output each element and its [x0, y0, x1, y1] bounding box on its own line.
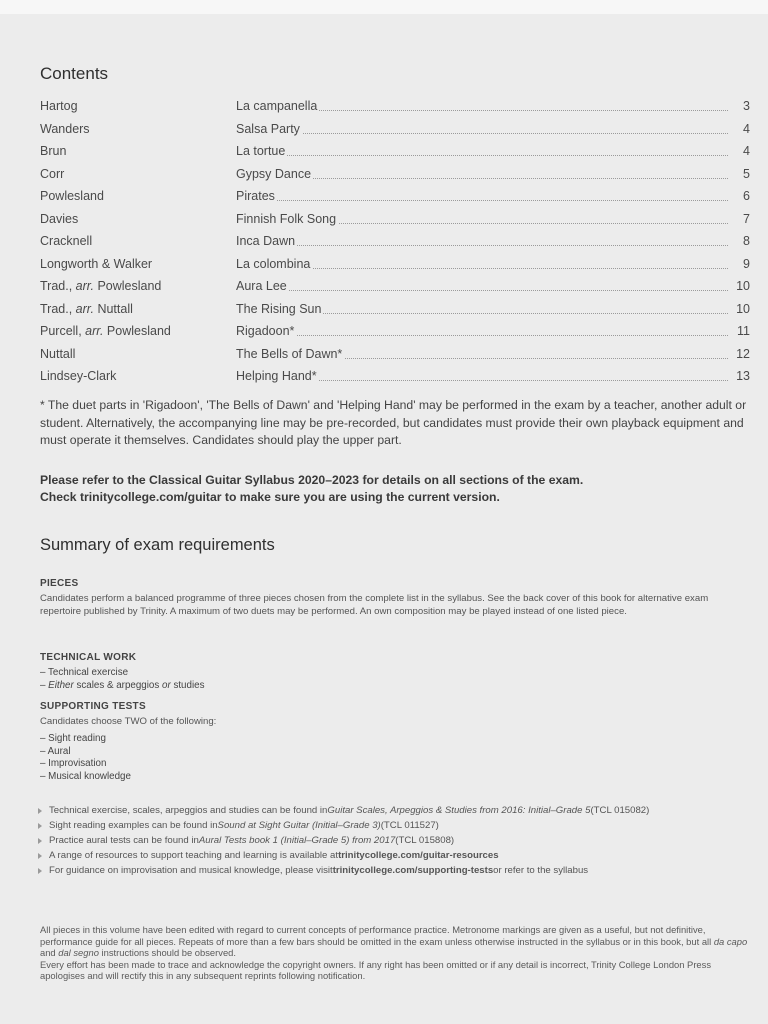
resource-book-title: Aural Tests book 1 (Initial–Grade 5) from 2017	[198, 835, 396, 846]
triangle-bullet-icon	[38, 868, 42, 874]
contents-composer: Powlesland	[40, 189, 104, 203]
contents-piece-title: Pirates	[236, 189, 275, 203]
pieces-heading: PIECES	[40, 578, 79, 589]
triangle-bullet-icon	[38, 838, 42, 844]
contents-piece-title: La colombina	[236, 256, 311, 271]
list-item: – Sight reading	[40, 733, 106, 744]
contents-page-number: 3	[743, 99, 750, 113]
contents-composer: Corr	[40, 166, 65, 181]
contents-page-number: 10	[736, 301, 750, 316]
contents-composer: Trad., arr. Powlesland	[40, 279, 162, 293]
contents-row	[40, 345, 750, 368]
contents-piece-title: Inca Dawn	[236, 234, 296, 248]
supporting-tests-intro: Candidates choose TWO of the following:	[40, 716, 217, 727]
resources-list	[38, 803, 750, 878]
technical-work-list	[40, 667, 204, 692]
contents-row	[40, 120, 750, 143]
resource-item	[38, 803, 750, 818]
contents-row	[40, 142, 750, 165]
contents-row	[40, 277, 750, 300]
contents-row	[40, 322, 750, 345]
contents-page-number: 10	[736, 279, 750, 293]
syllabus-reference-line-1: Please refer to the Classical Guitar Syllabus 2020–2023 for details on all sections of the exam.	[40, 473, 584, 487]
contents-piece-title: Salsa Party	[236, 121, 300, 136]
resource-code: (TCL 015808)	[395, 835, 455, 846]
note-text: and	[40, 947, 59, 958]
contents-list	[40, 97, 750, 390]
list-item: – Improvisation	[40, 758, 107, 769]
performance-note	[40, 924, 752, 959]
contents-piece-title: Rigadoon*	[236, 324, 295, 338]
dot-leader	[236, 200, 728, 201]
item-dash: –	[40, 679, 49, 691]
triangle-bullet-icon	[38, 853, 42, 859]
contents-composer: Lindsey-Clark	[40, 369, 117, 383]
dot-leader	[236, 155, 728, 156]
contents-page-number: 6	[743, 189, 750, 203]
resource-code: (TCL 015082)	[590, 805, 650, 816]
contents-page-number: 13	[736, 369, 750, 383]
technical-exercise-item: – Technical exercise	[40, 667, 129, 678]
contents-page-number: 7	[743, 211, 750, 226]
contents-row	[40, 187, 750, 210]
summary-heading: Summary of exam requirements	[40, 536, 275, 554]
triangle-bullet-icon	[38, 808, 42, 814]
supporting-tests-link[interactable]: trinitycollege.com/supporting-tests	[332, 865, 494, 876]
resource-text: Technical exercise, scales, arpeggios and studies can be found in	[49, 805, 328, 816]
technical-work-heading: TECHNICAL WORK	[40, 652, 137, 663]
resource-text: or refer to the syllabus	[493, 865, 589, 876]
contents-page-number: 11	[737, 324, 750, 338]
resource-text: Practice aural tests can be found in	[49, 835, 199, 846]
contents-composer: Longworth & Walker	[40, 256, 153, 271]
resource-item	[38, 863, 750, 878]
resource-text: Sight reading examples can be found in	[49, 820, 218, 831]
contents-row	[40, 165, 750, 188]
contents-composer: Trad., arr. Nuttall	[40, 301, 133, 316]
contents-page-number: 12	[736, 346, 750, 361]
note-term: dal segno	[58, 947, 99, 958]
note-term: da capo	[713, 935, 748, 947]
contents-composer: Cracknell	[40, 234, 93, 248]
contents-composer: Brun	[40, 144, 67, 158]
contents-page-number: 4	[743, 144, 750, 158]
contents-page-number: 4	[743, 121, 750, 136]
contents-row	[40, 97, 750, 120]
list-item: – Musical knowledge	[40, 770, 131, 782]
supporting-tests-list	[40, 733, 131, 783]
contents-page-number: 5	[743, 166, 750, 181]
contents-composer: Hartog	[40, 99, 78, 113]
studies-text: studies	[170, 679, 205, 691]
syllabus-reference	[40, 472, 750, 506]
resource-code: (TCL 011527)	[380, 820, 439, 831]
page-top-edge	[0, 0, 768, 14]
contents-row	[40, 210, 750, 233]
copyright-note: Every effort has been made to trace and acknowledge the copyright owners. If any right has been omitted or if any detail is incorrect, Trinity College London Press apologises and will rectify this in any subsequent reprints following notification.	[40, 958, 712, 981]
duet-footnote: * The duet parts in 'Rigadoon', 'The Bells of Dawn' and 'Helping Hand' may be performed in the exam by a teacher, another adult or student. Alternatively, the accompanying line may be pre-recorded, but candidates must provide their own playback equipment and must operate it themselves. Candidates should play the upper part.	[40, 398, 747, 447]
scales-or-studies-item	[40, 680, 204, 693]
contents-heading: Contents	[40, 64, 109, 83]
resource-item	[38, 818, 750, 833]
dot-leader	[236, 133, 728, 134]
contents-piece-title: The Bells of Dawn*	[236, 346, 343, 361]
either-word: Either	[48, 679, 74, 691]
contents-composer: Nuttall	[40, 346, 76, 361]
contents-piece-title: Gypsy Dance	[236, 166, 312, 181]
contents-composer: Davies	[40, 211, 79, 226]
resource-item	[38, 848, 750, 863]
resource-item	[38, 833, 750, 848]
contents-piece-title: La campanella	[236, 99, 318, 113]
note-text: instructions should be observed.	[98, 947, 236, 958]
resource-text: A range of resources to support teaching and learning is available at	[49, 850, 339, 861]
resource-text: For guidance on improvisation and musical knowledge, please visit	[49, 865, 333, 876]
list-item: – Aural	[40, 745, 71, 757]
resource-book-title: Guitar Scales, Arpeggios & Studies from 2016: Initial–Grade 5	[327, 805, 591, 816]
editorial-notes	[40, 924, 752, 982]
triangle-bullet-icon	[38, 823, 42, 829]
guitar-resources-link[interactable]: trinitycollege.com/guitar-resources	[338, 850, 499, 861]
dot-leader	[236, 335, 728, 336]
contents-row	[40, 300, 750, 323]
contents-piece-title: Aura Lee	[236, 279, 287, 293]
contents-row	[40, 367, 750, 390]
syllabus-reference-line-2: Check trinitycollege.com/guitar to make sure you are using the current version.	[40, 490, 500, 504]
scales-text: scales & arpeggios	[73, 679, 162, 691]
note-text: All pieces in this volume have been edited with regard to current concepts of performance practice. Metronome markings are given as a useful, but not definitive, performance guide for all pieces. Repeats of more than a few bars should be omitted in the exam unless otherwise instructed in the syllabus or in this book, but all	[40, 924, 714, 947]
dot-leader	[236, 245, 728, 246]
resource-book-title: Sound at Sight Guitar (Initial–Grade 3)	[217, 820, 381, 831]
contents-composer: Wanders	[40, 121, 90, 136]
contents-page-number: 9	[743, 256, 750, 271]
dot-leader	[236, 290, 728, 291]
contents-composer: Purcell, arr. Powlesland	[40, 324, 171, 338]
contents-row	[40, 232, 750, 255]
contents-piece-title: Helping Hand*	[236, 369, 317, 383]
or-word: or	[162, 679, 171, 691]
contents-piece-title: The Rising Sun	[236, 301, 322, 316]
contents-page-number: 8	[743, 234, 750, 248]
contents-row	[40, 255, 750, 278]
contents-piece-title: La tortue	[236, 144, 286, 158]
contents-piece-title: Finnish Folk Song	[236, 211, 337, 226]
supporting-tests-heading: SUPPORTING TESTS	[40, 701, 146, 712]
pieces-text: Candidates perform a balanced programme of three pieces chosen from the complete list in the syllabus. See the back cover of this book for alternative exam repertoire published by Trinity. A maximum of two duets may be performed. An own composition may be played instead of one listed piece.	[40, 593, 709, 617]
